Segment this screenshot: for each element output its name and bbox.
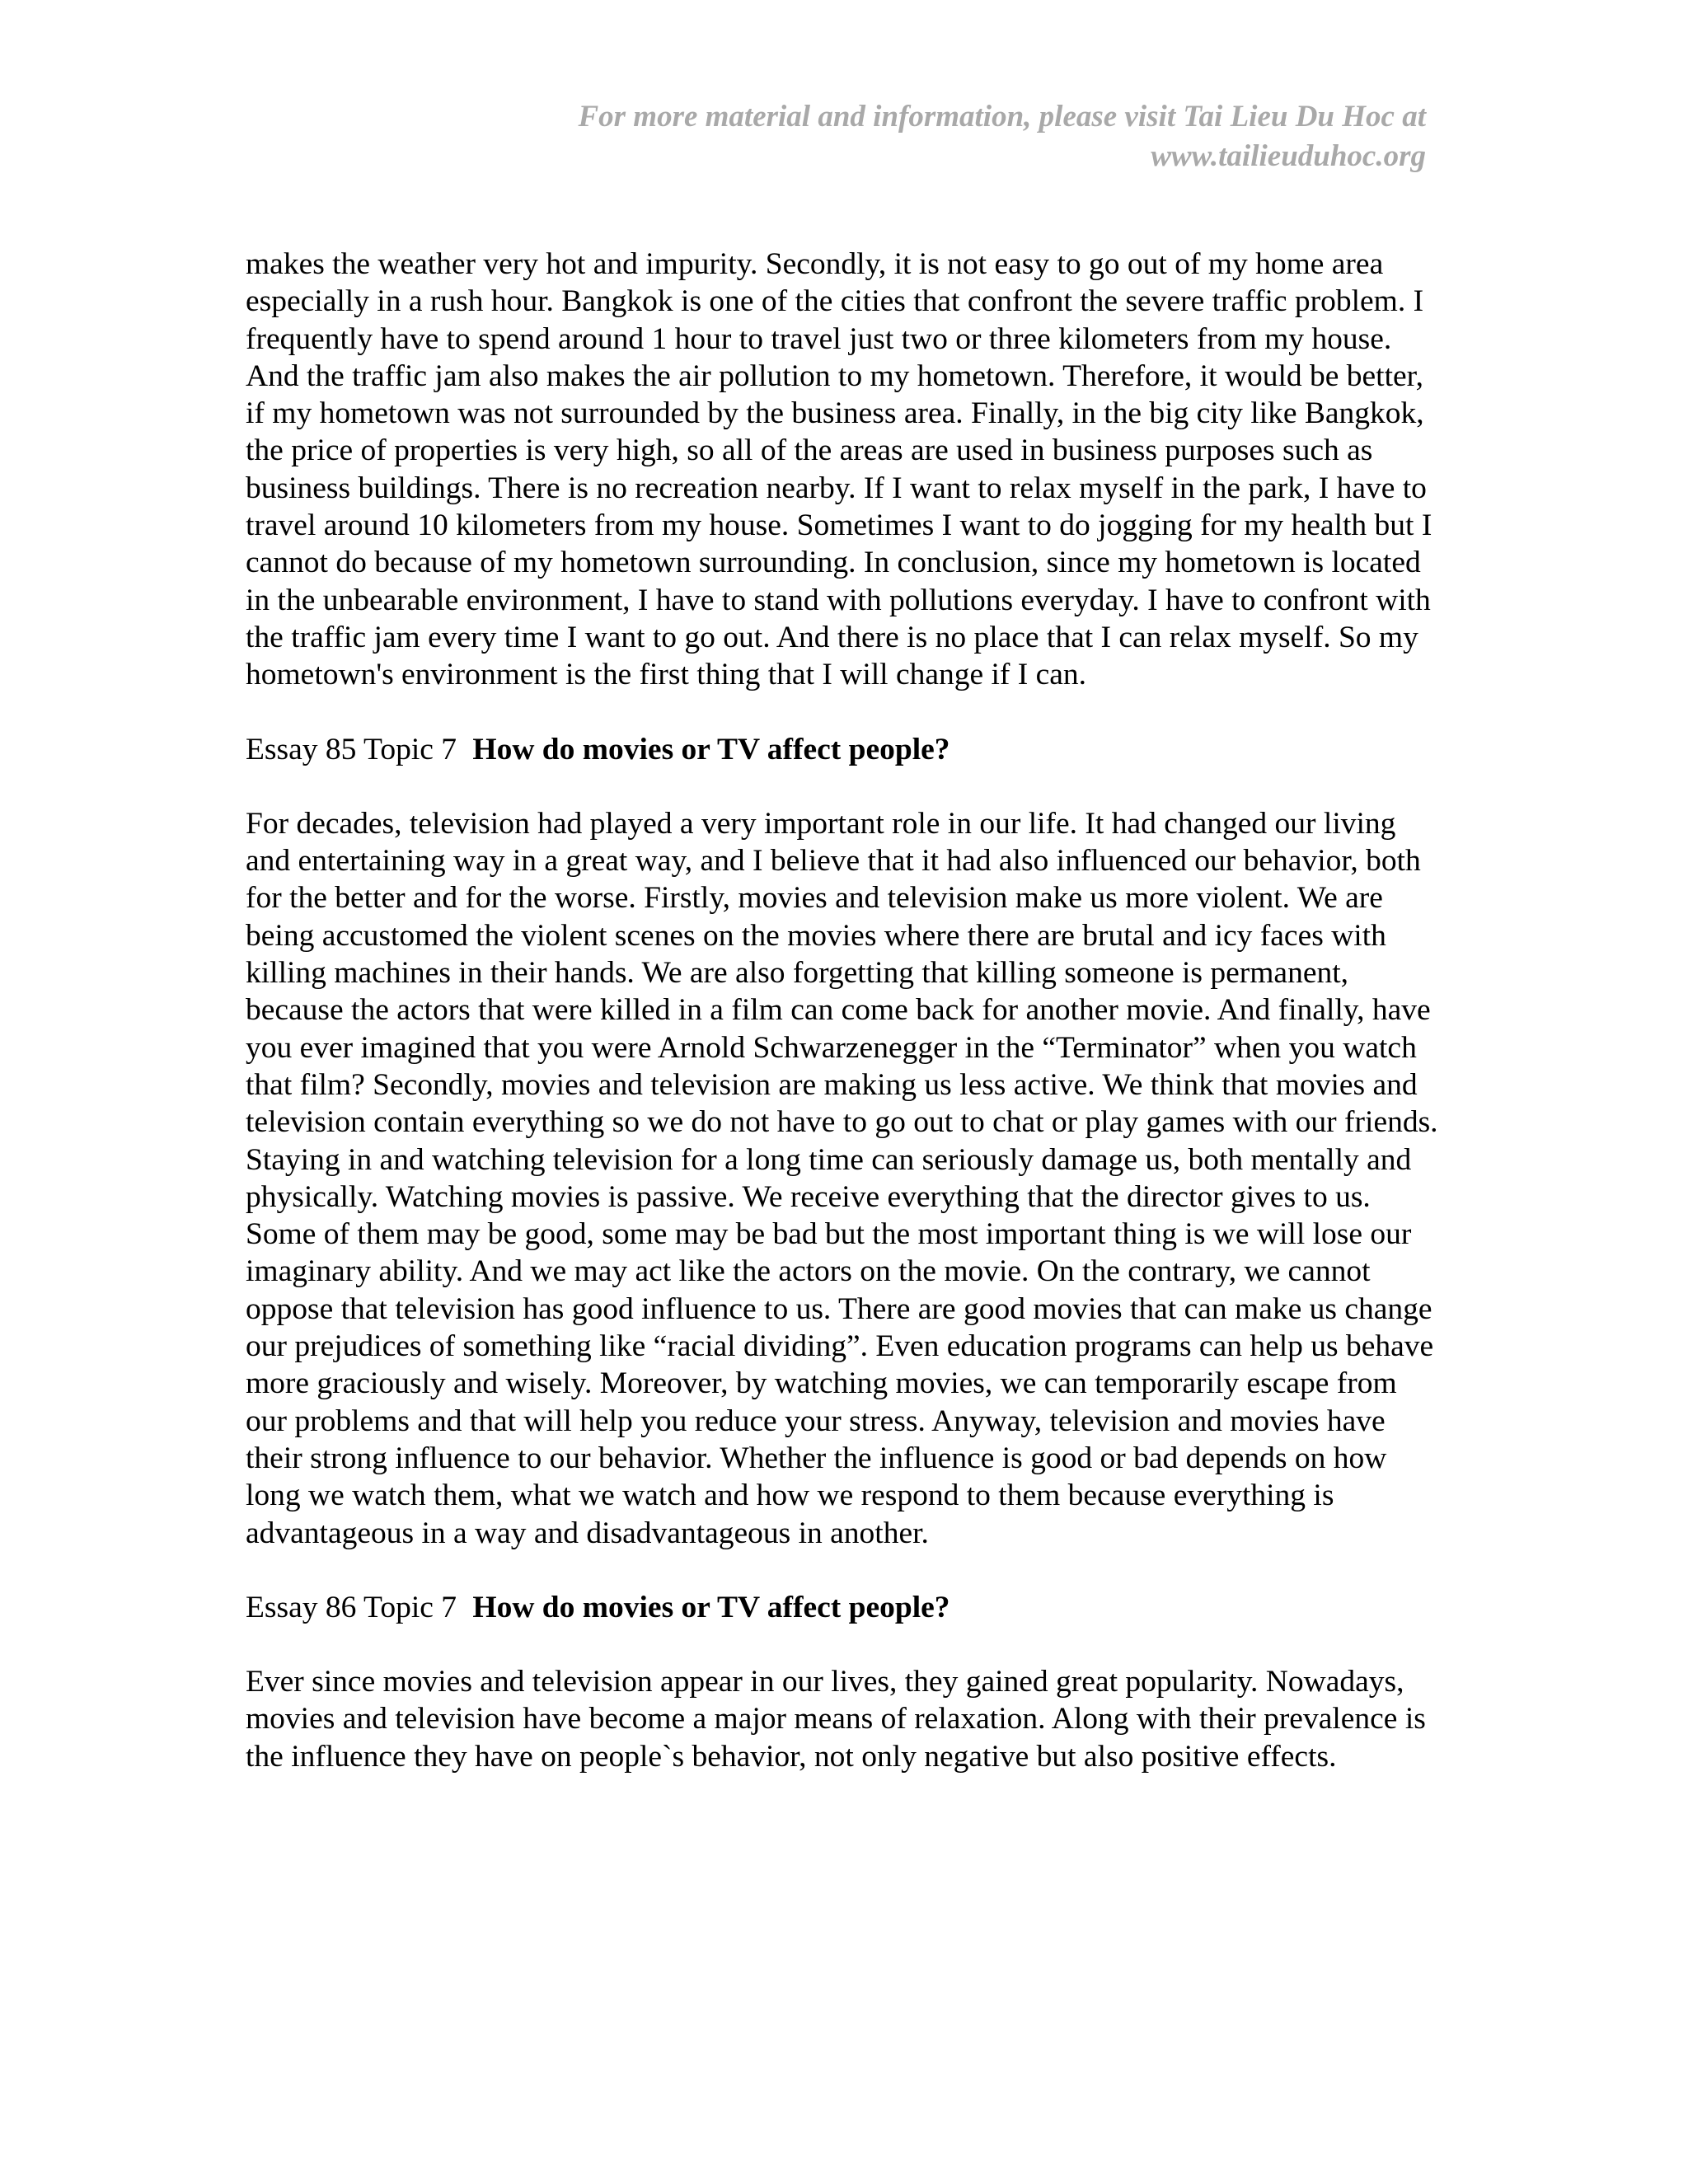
essay-85-title: How do movies or TV affect people? bbox=[472, 732, 950, 766]
essay-86-paragraph: Ever since movies and television appear in our lives, they gained great popularity. Nowadays, movies and television have become a major means of relaxation. Along with their prevalence is the influence they have on people`s behavior, not only negative but also positive effects. bbox=[246, 1665, 1426, 1774]
essay-86-title: How do movies or TV affect people? bbox=[472, 1590, 950, 1624]
essay-86-label: Essay 86 Topic 7 bbox=[246, 1590, 457, 1624]
document-body bbox=[246, 246, 1442, 1775]
essay-85-paragraph: For decades, television had played a very important role in our life. It had changed our living and entertaining way in a great way, and I believe that it had also influenced our behavior, both for the better and for the worse. Firstly, movies and television make us more violent. We are being accustomed the violent scenes on the movies where there are brutal and icy faces with killing machines in their hands. We are also forgetting that killing someone is permanent, because the actors that were killed in a film can come back for another movie. And finally, have you ever imagined that you were Arnold Schwarzenegger in the “Terminator” when you watch that film? Secondly, movies and television are making us less active. We think that movies and television contain everything so we do not have to go out to chat or play games with our friends. Staying in and watching television for a long time can seriously damage us, both mentally and physically. Watching movies is passive. We receive everything that the director gives to us. Some of them may be good, some may be bad but the most important thing is we will lose our imaginary ability. And we may act like the actors on the movie. On the contrary, we cannot oppose that television has good influence to us. There are good movies that can make us change our prejudices of something like “racial dividing”. Even education programs can help us behave more graciously and wisely. Moreover, by watching movies, we can temporarily escape from our problems and that will help you reduce your stress. Anyway, television and movies have their strong influence to our behavior. Whether the influence is good or bad depends on how long we watch them, what we watch and how we respond to them because everything is advantageous in a way and disadvantageous in another. bbox=[246, 806, 1438, 1550]
essay-86-heading bbox=[246, 1589, 1442, 1626]
header-note-line-2: www.tailieuduhoc.org bbox=[1151, 139, 1426, 173]
essay-85-label: Essay 85 Topic 7 bbox=[246, 732, 457, 766]
header-note-line-1: For more material and information, please visit Tai Lieu Du Hoc at bbox=[578, 100, 1426, 134]
body-paragraph-1: makes the weather very hot and impurity. Secondly, it is not easy to go out of my home area especially in a rush hour. Bangkok is one of the cities that confront the severe traffic problem. I frequently have to spend around 1 hour to travel just two or three kilometers from my house. And the traffic jam also makes the air pollution to my hometown. Therefore, it would be better, if my hometown was not surrounded by the business area. Finally, in the big city like Bangkok, the price of properties is very high, so all of the areas are used in business purposes such as business buildings. There is no recreation nearby. If I want to relax myself in the park, I have to travel around 10 kilometers from my house. Sometimes I want to do jogging for my health but I cannot do because of my hometown surrounding. In conclusion, since my hometown is located in the unbearable environment, I have to stand with pollutions everyday. I have to confront with the traffic jam every time I want to go out. And there is no place that I can relax myself. So my hometown's environment is the first thing that I will change if I can. bbox=[246, 247, 1432, 692]
essay-85-heading bbox=[246, 731, 1442, 768]
header-note bbox=[354, 97, 1426, 176]
